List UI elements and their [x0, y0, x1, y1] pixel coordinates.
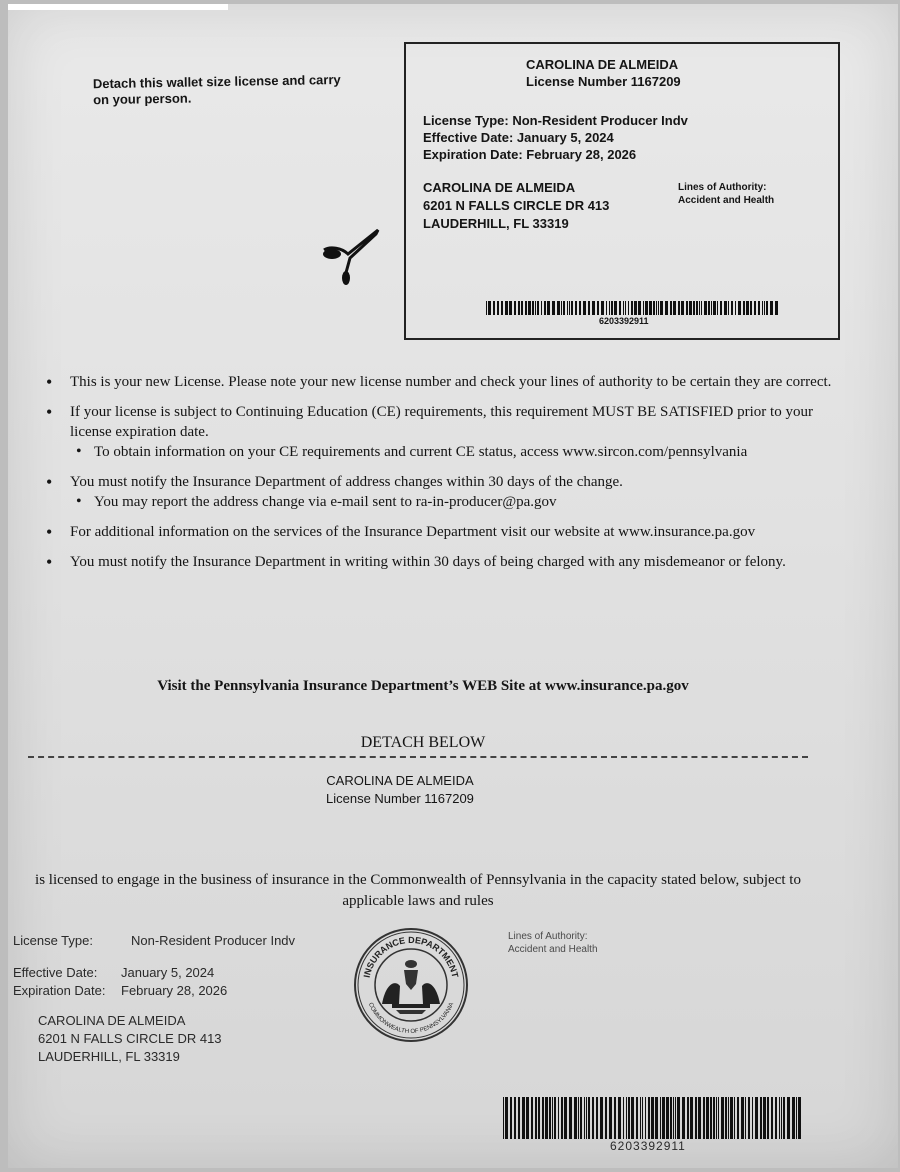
- barcode-bar: [631, 301, 633, 315]
- notice-new-license: • This is your new License. Please note your new license number and check your lines of authority to be certain they are correct.: [38, 372, 838, 392]
- wallet-license-type: License Type: Non-Resident Producer Indv: [423, 113, 688, 128]
- notice-address-email: • You may report the address change via e-mail sent to ra-in-producer@pa.gov: [70, 492, 838, 512]
- barcode-bar: [728, 1097, 729, 1139]
- notice-list: [38, 372, 838, 582]
- barcode-bar: [535, 1097, 537, 1139]
- barcode-bar: [703, 1097, 705, 1139]
- barcode-bar: [592, 1097, 594, 1139]
- barcode-bar: [656, 301, 657, 315]
- barcode-bar: [735, 301, 736, 315]
- barcode-bar: [781, 1097, 782, 1139]
- barcode-bar: [505, 1097, 508, 1139]
- barcode-bar: [505, 301, 508, 315]
- barcode-bar: [579, 301, 581, 315]
- barcode-bar: [690, 1097, 693, 1139]
- barcode-bar: [503, 1097, 504, 1139]
- barcode-bar: [741, 1097, 744, 1139]
- barcode-bar: [596, 1097, 598, 1139]
- barcode-bar: [653, 301, 655, 315]
- barcode-bar: [552, 1097, 553, 1139]
- wallet-license-card: [404, 42, 840, 340]
- wallet-address-line2: LAUDERHILL, FL 33319: [423, 216, 569, 231]
- barcode-bar: [792, 1097, 795, 1139]
- notice-misdemeanor: • You must notify the Insurance Department in writing within 30 days of being charged with any misdemeanor or felony.: [38, 552, 838, 572]
- barcode-bar: [783, 1097, 785, 1139]
- barcode-bar: [640, 1097, 641, 1139]
- detach-below-label: DETACH BELOW: [360, 734, 486, 751]
- barcode-bar: [748, 1097, 750, 1139]
- barcode-bar: [699, 301, 700, 315]
- barcode-bar: [746, 301, 749, 315]
- barcode-bar: [574, 1097, 577, 1139]
- barcode-bar: [643, 301, 644, 315]
- barcode-bar: [625, 301, 626, 315]
- barcode-bar: [678, 301, 680, 315]
- barcode-bar: [563, 301, 565, 315]
- barcode-bar: [665, 301, 668, 315]
- barcode-bar: [760, 1097, 762, 1139]
- barcode-bar: [725, 1097, 727, 1139]
- barcode-bar: [706, 1097, 709, 1139]
- insurance-department-seal-icon: [352, 926, 470, 1044]
- barcode-bar: [687, 1097, 689, 1139]
- barcode-bar: [558, 1097, 559, 1139]
- visit-website-line: Visit the Pennsylvania Insurance Department’s WEB Site at www.insurance.pa.gov: [157, 678, 689, 694]
- barcode-bar: [521, 301, 523, 315]
- wallet-loa-label: Lines of Authority:: [678, 182, 767, 193]
- barcode-bar: [721, 1097, 724, 1139]
- barcode-bar: [767, 1097, 769, 1139]
- notice-ce-info: • To obtain information on your CE requirements and current CE status, access www.sircon.com/pennsylvania: [70, 442, 838, 462]
- barcode-bar: [564, 1097, 567, 1139]
- barcode-bar: [655, 1097, 658, 1139]
- wallet-address-line1: 6201 N FALLS CIRCLE DR 413: [423, 198, 610, 213]
- barcode-bar: [525, 301, 527, 315]
- cert-expiration-value: February 28, 2026: [121, 983, 228, 998]
- barcode-bar: [501, 301, 503, 315]
- barcode-bar: [734, 1097, 735, 1139]
- barcode-bar: [631, 1097, 634, 1139]
- barcode-bar: [762, 301, 763, 315]
- wallet-expiration-date: Expiration Date: February 28, 2026: [423, 147, 637, 162]
- barcode-bar: [718, 1097, 719, 1139]
- barcode-bar: [717, 301, 718, 315]
- barcode-bar: [542, 1097, 544, 1139]
- barcode-bar: [486, 301, 487, 315]
- certificate-barcode-number: 6203392911: [610, 1139, 686, 1153]
- barcode-bar: [651, 1097, 654, 1139]
- barcode-bar: [693, 301, 695, 315]
- scissors-icon: [320, 228, 382, 286]
- barcode-bar: [660, 301, 663, 315]
- barcode-bar: [638, 301, 641, 315]
- certificate-details: [13, 932, 295, 1000]
- barcode-bar: [614, 1097, 616, 1139]
- barcode-bar: [561, 1097, 563, 1139]
- barcode-bar: [614, 301, 617, 315]
- barcode-bar: [738, 301, 741, 315]
- certificate-holder-name: CAROLINA DE ALMEIDA: [326, 773, 474, 788]
- barcode-bar: [609, 1097, 612, 1139]
- barcode-bar: [720, 301, 722, 315]
- certificate-header: [326, 772, 474, 808]
- barcode-bar: [606, 301, 607, 315]
- barcode-bar: [701, 301, 702, 315]
- barcode-bar: [526, 1097, 529, 1139]
- barcode-bar: [728, 301, 729, 315]
- barcode-bar: [567, 301, 568, 315]
- barcode-bar: [645, 1097, 646, 1139]
- cert-address-name: CAROLINA DE ALMEIDA: [38, 1013, 186, 1028]
- barcode-bar: [537, 301, 539, 315]
- barcode-bar: [686, 301, 688, 315]
- barcode-bar: [658, 301, 659, 315]
- license-document: [8, 4, 898, 1168]
- licensed-statement: is licensed to engage in the business of insurance in the Commonwealth of Pennsylvania in the capacity stated below, subject to applicable laws and rules: [35, 872, 801, 909]
- barcode-bar: [716, 1097, 717, 1139]
- barcode-bar: [493, 301, 495, 315]
- barcode-bar: [677, 1097, 680, 1139]
- detach-dashed-line: [28, 756, 808, 758]
- wallet-barcode-number: 6203392911: [599, 316, 649, 326]
- barcode-bar: [611, 301, 613, 315]
- barcode-bar: [752, 1097, 753, 1139]
- barcode-bar: [554, 1097, 556, 1139]
- barcode-bar: [628, 301, 629, 315]
- barcode-bar: [696, 301, 698, 315]
- cert-effective-label: Effective Date:: [13, 965, 98, 980]
- barcode-bar: [754, 301, 756, 315]
- barcode-bar: [681, 301, 684, 315]
- barcode-bar: [758, 301, 760, 315]
- barcode-bar: [779, 1097, 780, 1139]
- barcode-bar: [737, 1097, 739, 1139]
- barcode-bar: [798, 1097, 801, 1139]
- barcode-bar: [518, 1097, 520, 1139]
- barcode-bar: [750, 301, 752, 315]
- notice-ce-requirements: [38, 402, 838, 462]
- wallet-loa-value: Accident and Health: [678, 195, 775, 206]
- barcode-bar: [586, 1097, 587, 1139]
- barcode-bar: [547, 301, 550, 315]
- barcode-bar: [557, 301, 560, 315]
- certificate-lines-of-authority: [508, 930, 598, 956]
- barcode-bar: [600, 1097, 603, 1139]
- barcode-bar: [704, 301, 707, 315]
- certificate-barcode: [503, 1097, 803, 1139]
- barcode-bar: [569, 1097, 572, 1139]
- barcode-bar: [713, 301, 716, 315]
- barcode-bar: [618, 1097, 621, 1139]
- barcode-bar: [552, 301, 555, 315]
- barcode-bar: [743, 301, 745, 315]
- barcode-bar: [578, 1097, 579, 1139]
- barcode-bar: [673, 301, 676, 315]
- barcode-bar: [775, 1097, 777, 1139]
- barcode-bar: [649, 301, 652, 315]
- barcode-bar: [626, 1097, 627, 1139]
- barcode-bar: [518, 301, 520, 315]
- barcode-bar: [509, 301, 512, 315]
- barcode-bar: [673, 1097, 674, 1139]
- barcode-bar: [575, 301, 577, 315]
- barcode-bar: [642, 1097, 643, 1139]
- certificate-address: [38, 1012, 222, 1066]
- barcode-bar: [775, 301, 778, 315]
- barcode-bar: [711, 301, 712, 315]
- barcode-bar: [541, 301, 542, 315]
- cert-loa-label: Lines of Authority:: [508, 931, 588, 942]
- barcode-bar: [592, 301, 595, 315]
- notice-address-text: • You must notify the Insurance Department of address changes within 30 days of the change.: [70, 474, 623, 490]
- certificate-license-number: License Number 1167209: [326, 791, 474, 806]
- barcode-bar: [619, 301, 621, 315]
- barcode-bar: [670, 1097, 672, 1139]
- barcode-bar: [695, 1097, 697, 1139]
- barcode-bar: [787, 1097, 790, 1139]
- cert-address-line1: 6201 N FALLS CIRCLE DR 413: [38, 1031, 222, 1046]
- barcode-bar: [636, 1097, 638, 1139]
- barcode-bar: [601, 301, 604, 315]
- barcode-bar: [796, 1097, 797, 1139]
- barcode-bar: [770, 301, 773, 315]
- barcode-bar: [605, 1097, 607, 1139]
- notice-website-info: • For additional information on the services of the Insurance Department visit our website at www.insurance.pa.gov: [38, 522, 838, 542]
- wallet-effective-date: Effective Date: January 5, 2024: [423, 130, 614, 145]
- barcode-bar: [531, 1097, 533, 1139]
- seal-bottom-text: COMMONWEALTH OF PENNSYLVANIA: [366, 1001, 456, 1036]
- barcode-bar: [660, 1097, 661, 1139]
- wallet-holder-name: CAROLINA DE ALMEIDA: [526, 57, 679, 72]
- barcode-bar: [662, 1097, 665, 1139]
- barcode-bar: [764, 301, 765, 315]
- barcode-bar: [670, 301, 672, 315]
- barcode-bar: [623, 301, 624, 315]
- barcode-bar: [488, 301, 491, 315]
- barcode-bar: [724, 301, 727, 315]
- barcode-bar: [561, 301, 562, 315]
- barcode-bar: [623, 1097, 624, 1139]
- barcode-bar: [609, 301, 610, 315]
- barcode-bar: [730, 1097, 733, 1139]
- cert-effective-value: January 5, 2024: [121, 965, 215, 980]
- barcode-bar: [708, 301, 710, 315]
- barcode-bar: [588, 1097, 590, 1139]
- barcode-bar: [731, 301, 733, 315]
- cert-type-label: License Type:: [13, 933, 93, 948]
- barcode-bar: [713, 1097, 715, 1139]
- barcode-bar: [766, 301, 768, 315]
- notice-address-change: [38, 472, 838, 512]
- notice-ce-text: • If your license is subject to Continuing Education (CE) requirements, this requirement MUST BE SATISFIED prior to your license expiration date.: [70, 404, 813, 440]
- barcode-bar: [532, 301, 534, 315]
- barcode-bar: [710, 1097, 712, 1139]
- barcode-bar: [755, 1097, 758, 1139]
- seal-top-text: INSURANCE DEPARTMENT: [361, 934, 461, 979]
- barcode-bar: [675, 1097, 676, 1139]
- cert-loa-value: Accident and Health: [508, 944, 598, 955]
- barcode-bar: [588, 301, 590, 315]
- barcode-bar: [497, 301, 499, 315]
- barcode-bar: [597, 301, 599, 315]
- barcode-bar: [571, 301, 573, 315]
- barcode-bar: [510, 1097, 512, 1139]
- barcode-bar: [538, 1097, 540, 1139]
- detach-instruction: Detach this wallet size license and carry on your person.: [92, 71, 341, 108]
- barcode-bar: [771, 1097, 773, 1139]
- wallet-address-name: CAROLINA DE ALMEIDA: [423, 180, 576, 195]
- barcode-bar: [698, 1097, 701, 1139]
- cert-address-line2: LAUDERHILL, FL 33319: [38, 1049, 180, 1064]
- barcode-bar: [528, 301, 531, 315]
- barcode-bar: [583, 301, 586, 315]
- barcode-bar: [522, 1097, 525, 1139]
- barcode-bar: [569, 301, 570, 315]
- barcode-bar: [580, 1097, 582, 1139]
- barcode-bar: [535, 301, 536, 315]
- wallet-lines-of-authority: [678, 181, 774, 207]
- barcode-bar: [745, 1097, 746, 1139]
- barcode-bar: [544, 301, 546, 315]
- barcode-bar: [689, 301, 692, 315]
- wallet-license-number: License Number 1167209: [526, 74, 681, 89]
- wallet-address: [423, 179, 609, 233]
- barcode-bar: [682, 1097, 685, 1139]
- cert-expiration-label: Expiration Date:: [13, 983, 106, 998]
- barcode-bar: [763, 1097, 766, 1139]
- barcode-bar: [666, 1097, 669, 1139]
- barcode-bar: [628, 1097, 630, 1139]
- wallet-barcode: [486, 301, 778, 315]
- barcode-bar: [584, 1097, 585, 1139]
- barcode-bar: [514, 1097, 516, 1139]
- barcode-bar: [648, 1097, 650, 1139]
- barcode-bar: [514, 301, 516, 315]
- cert-type-value: Non-Resident Producer Indv: [131, 933, 296, 948]
- barcode-bar: [549, 1097, 551, 1139]
- barcode-bar: [645, 301, 648, 315]
- paper-edge: [8, 4, 228, 10]
- barcode-bar: [634, 301, 637, 315]
- barcode-bar: [545, 1097, 548, 1139]
